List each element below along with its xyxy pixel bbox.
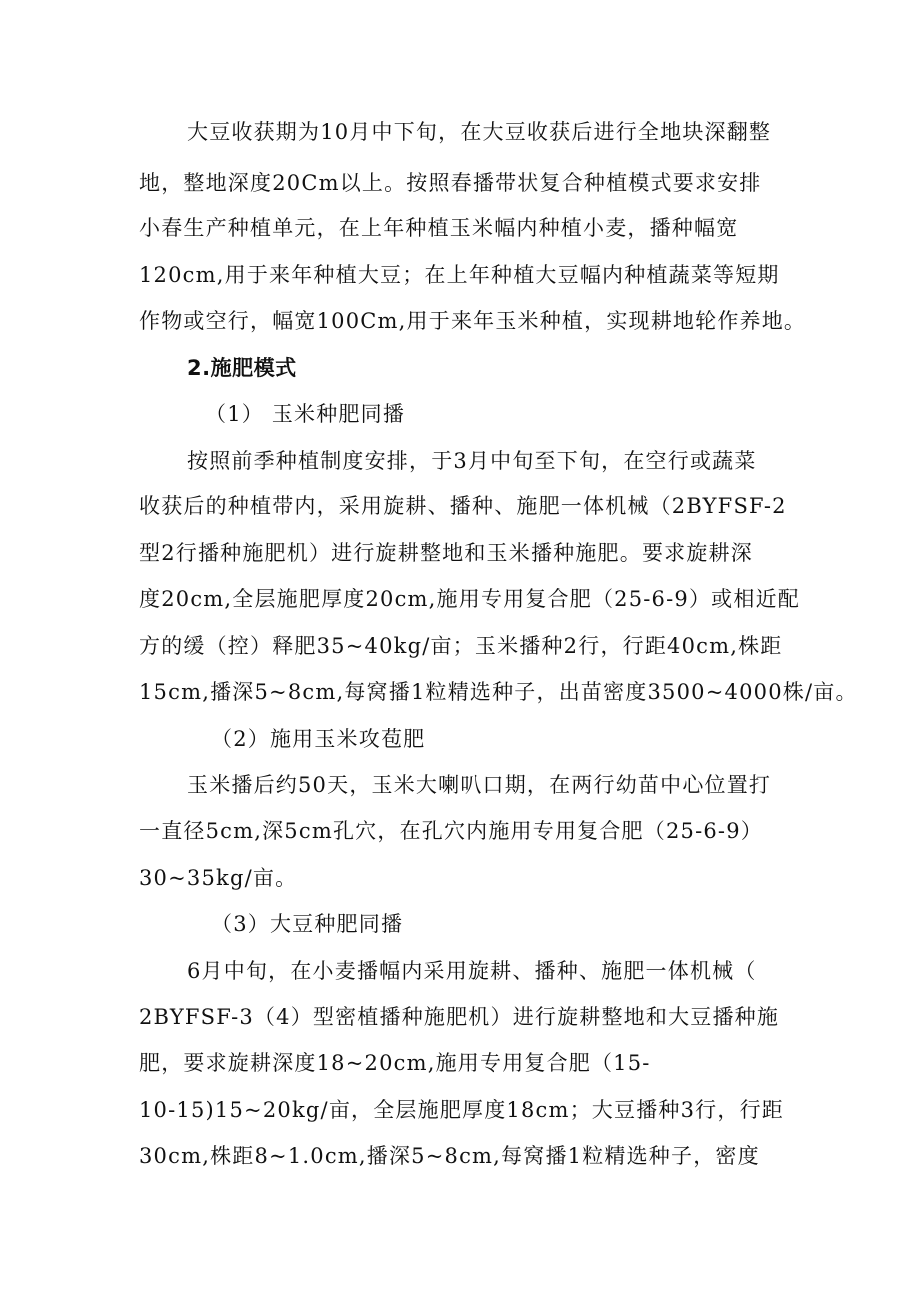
paragraph-line: 一直径5cm,深5cm孔穴，在孔穴内施用专用复合肥（25-6-9） <box>139 819 763 843</box>
paragraph-line: 6月中旬，在小麦播幅内采用旋耕、播种、施肥一体机械（ <box>187 959 757 983</box>
paragraph-line: 玉米播后约50天，玉米大喇叭口期，在两行幼苗中心位置打 <box>187 773 772 797</box>
paragraph-line: 大豆收获期为10月中下旬，在大豆收获后进行全地块深翻整 <box>187 120 772 144</box>
paragraph-line: 型2行播种施肥机）进行旋耕整地和玉米播种施肥。要求旋耕深 <box>139 541 753 565</box>
paragraph-line: 15cm,播深5~8cm,每窝播1粒精选种子，出苗密度3500~4000株/亩。 <box>139 680 858 704</box>
paragraph-line: 2BYFSF-3（4）型密植播种施肥机）进行旋耕整地和大豆播种施 <box>139 1005 780 1029</box>
subsection-title: （2）施用玉米攻苞肥 <box>211 727 426 751</box>
paragraph-line: 收获后的种植带内，采用旋耕、播种、施肥一体机械（2BYFSF-2 <box>139 494 787 518</box>
paragraph-line: 度20cm,全层施肥厚度20cm,施用专用复合肥（25-6-9）或相近配 <box>139 587 800 611</box>
paragraph-line: 10-15)15~20kg/亩，全层施肥厚度18cm；大豆播种3行，行距 <box>139 1098 784 1122</box>
paragraph-line: 小春生产种植单元，在上年种植玉米幅内种植小麦，播种幅宽 <box>139 216 739 240</box>
paragraph-line: 30cm,株距8~1.0cm,播深5~8cm,每窝播1粒精选种子，密度 <box>139 1144 760 1168</box>
section-heading: 2.施肥模式 <box>187 356 297 380</box>
paragraph-line: 按照前季种植制度安排，于3月中旬至下旬，在空行或蔬菜 <box>187 449 757 473</box>
subsection-title: （3）大豆种肥同播 <box>211 912 404 936</box>
paragraph-line: 地，整地深度20Cm以上。按照春播带状复合种植模式要求安排 <box>139 171 762 195</box>
paragraph-line: 30~35kg/亩。 <box>139 866 298 890</box>
paragraph-line: 作物或空行，幅宽100Cm,用于来年玉米种植，实现耕地轮作养地。 <box>139 309 807 333</box>
subsection-title: （1） 玉米种肥同播 <box>205 402 406 426</box>
paragraph-line: 方的缓（控）释肥35~40kg/亩；玉米播种2行，行距40cm,株距 <box>139 634 783 658</box>
paragraph-line: 120cm,用于来年种植大豆；在上年种植大豆幅内种植蔬菜等短期 <box>139 263 780 287</box>
paragraph-line: 肥，要求旋耕深度18~20cm,施用专用复合肥（15- <box>139 1051 651 1075</box>
